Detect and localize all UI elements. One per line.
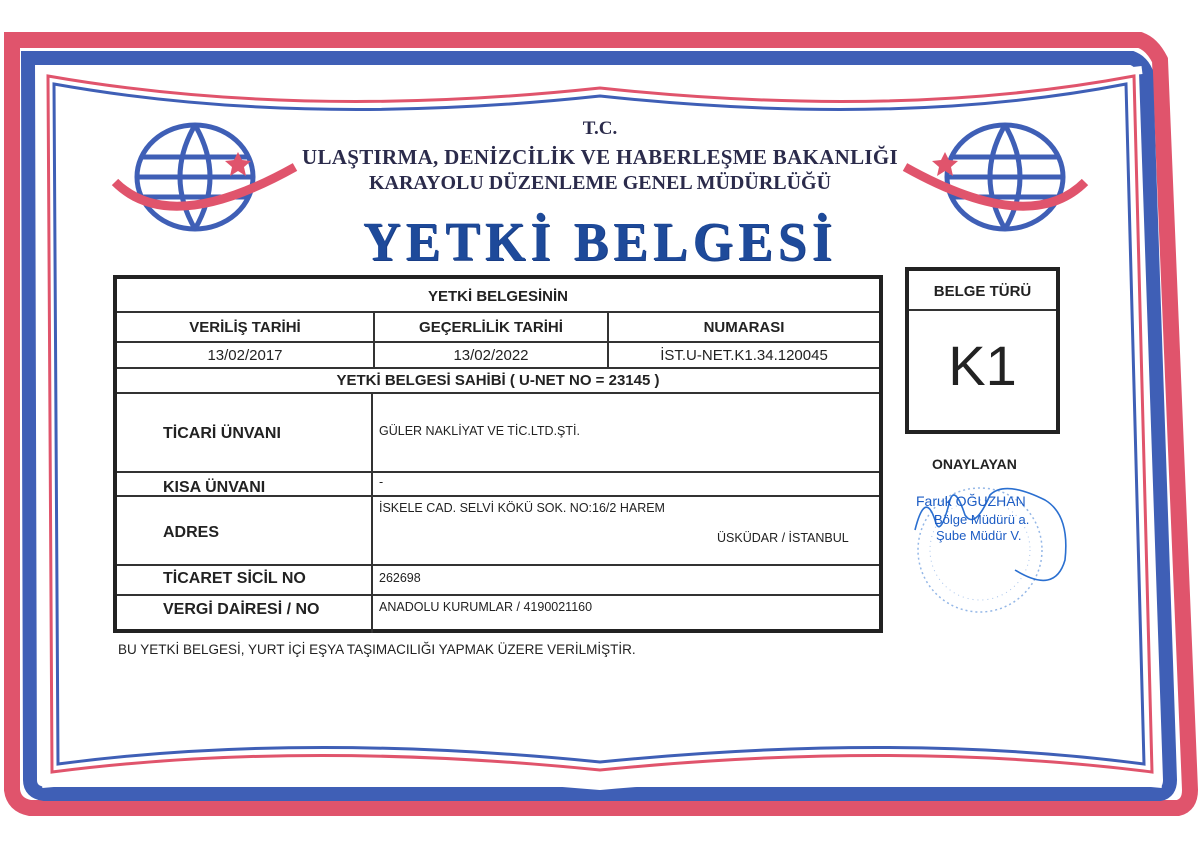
document-title: YETKİ BELGESİ — [363, 212, 837, 273]
directorate-name: KARAYOLU DÜZENLEME GENEL MÜDÜRLÜĞÜ — [368, 172, 832, 194]
owner-title: YETKİ BELGESİ SAHİBİ ( U-NET NO = 23145 ) — [336, 372, 660, 389]
trade-name: GÜLER NAKLİYAT VE TİC.LTD.ŞTİ. — [379, 424, 580, 438]
short-name: - — [379, 475, 384, 489]
valid-date: 13/02/2022 — [453, 347, 529, 364]
issue-date: 13/02/2017 — [207, 347, 283, 364]
trade-name-label: TİCARİ ÜNVANI — [163, 425, 281, 442]
certificate-table — [113, 275, 883, 633]
approver-title-2: Şube Müdür V. — [936, 528, 1022, 543]
approval-label: ONAYLAYAN — [932, 456, 1017, 472]
approver-name: Faruk OĞUZHAN — [916, 493, 1026, 509]
section-title: YETKİ BELGESİNİN — [427, 288, 569, 305]
document-type-value: K1 — [948, 334, 1017, 397]
footer-statement: BU YETKİ BELGESİ, YURT İÇİ EŞYA TAŞIMACILIĞI YAPMAK ÜZERE VERİLMİŞTİR. — [118, 642, 636, 657]
certificate-number: İST.U-NET.K1.34.120045 — [660, 347, 828, 364]
address-line-1: İSKELE CAD. SELVİ KÖKÜ SOK. NO:16/2 HAREM — [379, 501, 665, 515]
number-header: NUMARASI — [703, 319, 785, 336]
short-name-label: KISA ÜNVANI — [163, 479, 266, 496]
document-type-box — [905, 267, 1060, 434]
ministry-name: ULAŞTIRMA, DENİZCİLİK VE HABERLEŞME BAKANLIĞI — [302, 145, 898, 169]
document-type-label: BELGE TÜRÜ — [933, 283, 1032, 300]
tax-info: ANADOLU KURUMLAR / 4190021160 — [379, 600, 593, 614]
issue-date-header: VERİLİŞ TARİHİ — [189, 319, 301, 336]
tax-label: VERGİ DAİRESİ / NO — [163, 601, 320, 618]
approver-title-1: Bölge Müdürü a. — [934, 512, 1030, 527]
address-line-2: ÜSKÜDAR / İSTANBUL — [717, 531, 849, 545]
valid-date-header: GEÇERLİLİK TARİHİ — [419, 319, 563, 336]
header-tc: T.C. — [582, 118, 618, 139]
registry-number: 262698 — [379, 571, 421, 585]
registry-label: TİCARET SİCİL NO — [163, 570, 306, 587]
address-label: ADRES — [163, 524, 220, 541]
